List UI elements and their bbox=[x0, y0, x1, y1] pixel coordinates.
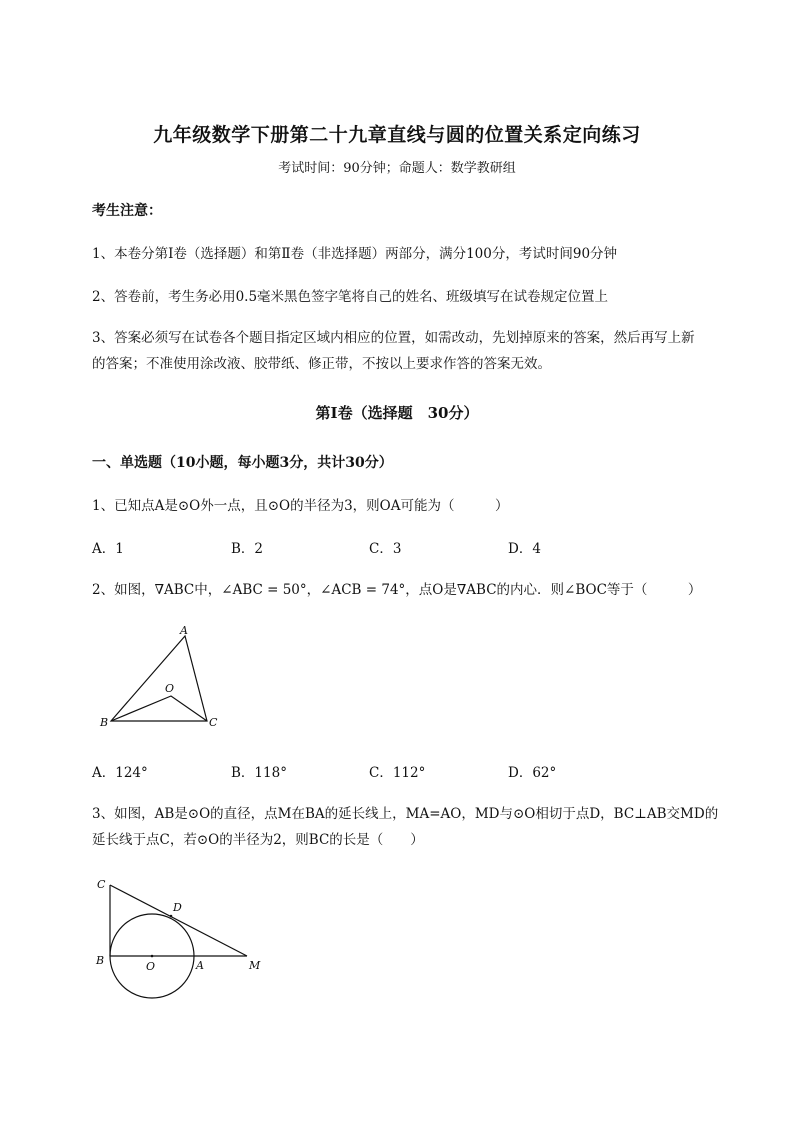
part-heading: 一、单选题（10小题，每小题3分，共计30分） bbox=[92, 455, 393, 471]
page-title: 九年级数学下册第二十九章直线与圆的位置关系定向练习 bbox=[153, 124, 641, 146]
triangle-abc bbox=[111, 636, 207, 721]
label-c: C bbox=[97, 878, 106, 891]
center-point bbox=[151, 955, 154, 958]
question-1-option-c[interactable]: C．3 bbox=[369, 541, 402, 557]
tangent-point bbox=[170, 915, 173, 918]
exam-info: 考试时间：90分钟；命题人：数学教研组 bbox=[278, 161, 516, 176]
incenter-segments bbox=[111, 696, 207, 721]
question-1-option-d[interactable]: D．4 bbox=[508, 541, 541, 557]
notice-item-3-line-1: 3、答案必须写在试卷各个题目指定区域内相应的位置，如需改动，先划掉原来的答案，然后再写上新 bbox=[92, 330, 695, 346]
question-3-stem-line-1: 3、如图，AB是⊙O的直径，点M在BA的延长线上，MA=AO，MD与⊙O相切于点D，BC⊥AB交MD的 bbox=[92, 806, 719, 822]
label-m: M bbox=[249, 959, 261, 972]
notice-heading: 考生注意： bbox=[92, 203, 162, 219]
question-2-option-b[interactable]: B．118° bbox=[231, 765, 287, 781]
label-b: B bbox=[100, 716, 109, 729]
label-c: C bbox=[209, 716, 218, 729]
question-2-stem: 2、如图，∇ABC中，∠ABC = 50°，∠ACB = 74°，点O是∇ABC的内心．则∠BOC等于（ ） bbox=[92, 582, 702, 598]
label-a: A bbox=[180, 624, 188, 637]
label-b: B bbox=[96, 954, 105, 967]
question-2-triangle-figure bbox=[92, 620, 232, 735]
label-d: D bbox=[173, 901, 182, 914]
question-1-option-a[interactable]: A．1 bbox=[92, 541, 124, 557]
label-o: O bbox=[165, 682, 175, 695]
section-title: 第I卷（选择题 30分） bbox=[315, 404, 479, 422]
label-o: O bbox=[146, 960, 156, 973]
question-1-stem: 1、已知点A是⊙O外一点，且⊙O的半径为3，则OA可能为（ ） bbox=[92, 498, 509, 514]
question-3-circle-figure bbox=[90, 870, 270, 1005]
question-2-option-c[interactable]: C．112° bbox=[369, 765, 426, 781]
question-3-stem-line-2: 延长线于点C，若⊙O的半径为2，则BC的长是（ ） bbox=[92, 832, 424, 848]
question-1-option-b[interactable]: B．2 bbox=[231, 541, 264, 557]
label-a: A bbox=[196, 959, 204, 972]
question-2-option-a[interactable]: A．124° bbox=[92, 765, 148, 781]
notice-item-2: 2、答卷前，考生务必用0.5毫米黑色签字笔将自己的姓名、班级填写在试卷规定位置上 bbox=[92, 289, 609, 305]
notice-item-3-line-2: 的答案；不准使用涂改液、胶带纸、修正带，不按以上要求作答的答案无效。 bbox=[92, 356, 551, 372]
notice-item-1: 1、本卷分第I卷（选择题）和第Ⅱ卷（非选择题）两部分，满分100分，考试时间90分钟 bbox=[92, 246, 618, 262]
question-2-option-d[interactable]: D．62° bbox=[508, 765, 557, 781]
